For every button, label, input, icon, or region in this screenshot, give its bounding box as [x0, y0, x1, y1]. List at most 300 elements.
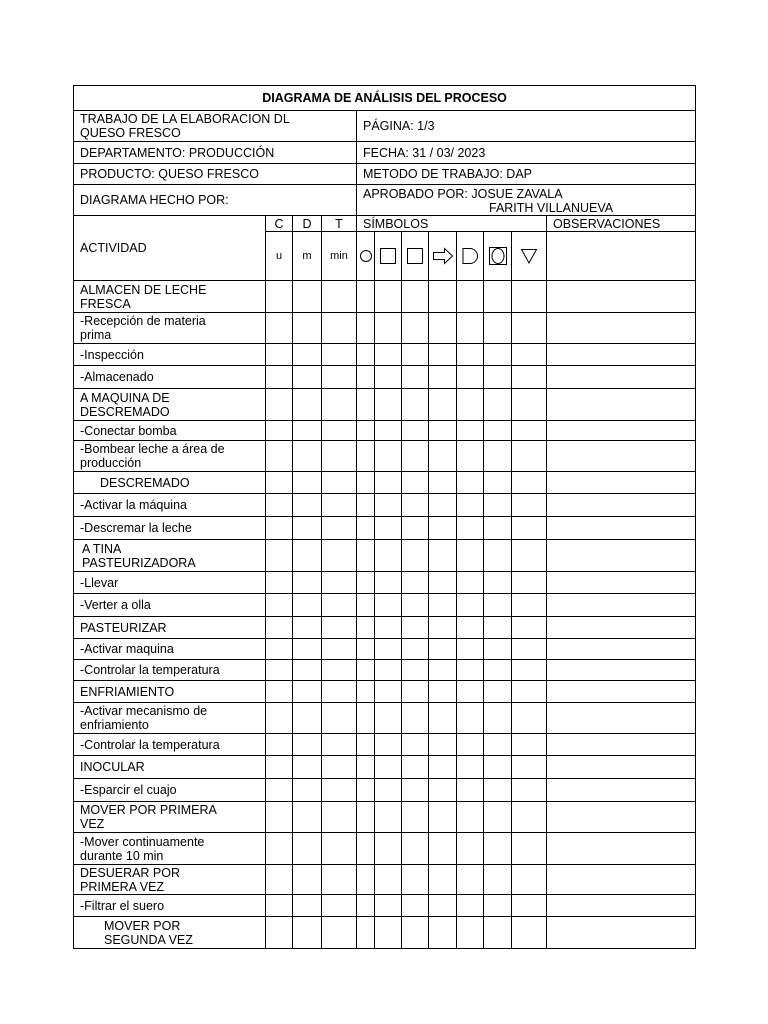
- cell-sym-1[interactable]: [357, 639, 375, 660]
- cell-sym-7[interactable]: [512, 639, 547, 660]
- cell-sym-4[interactable]: [429, 865, 457, 895]
- cell-sym-4[interactable]: [429, 833, 457, 865]
- cell-sym-7[interactable]: [512, 389, 547, 421]
- cell-sym-5[interactable]: [457, 779, 484, 802]
- cell-t[interactable]: [322, 281, 357, 313]
- cell-t[interactable]: [322, 472, 357, 494]
- cell-sym-5[interactable]: [457, 421, 484, 441]
- cell-sym-7[interactable]: [512, 779, 547, 802]
- cell-c[interactable]: [266, 494, 293, 517]
- cell-t[interactable]: [322, 389, 357, 421]
- cell-sym-2[interactable]: [375, 802, 402, 833]
- cell-sym-1[interactable]: [357, 366, 375, 389]
- cell-sym-2[interactable]: [375, 895, 402, 917]
- activity-label: DESCREMADO: [74, 472, 266, 494]
- cell-sym-6[interactable]: [484, 917, 512, 949]
- cell-sym-6[interactable]: [484, 734, 512, 756]
- cell-t[interactable]: [322, 344, 357, 366]
- cell-sym-7[interactable]: [512, 344, 547, 366]
- cell-observaciones[interactable]: [547, 681, 696, 703]
- cell-c[interactable]: [266, 421, 293, 441]
- cell-sym-3[interactable]: [402, 734, 429, 756]
- activity-label: ENFRIAMIENTO: [74, 681, 266, 703]
- cell-sym-6[interactable]: [484, 344, 512, 366]
- cell-t[interactable]: [322, 703, 357, 734]
- cell-t[interactable]: [322, 366, 357, 389]
- cell-d[interactable]: [293, 802, 322, 833]
- cell-observaciones[interactable]: [547, 472, 696, 494]
- cell-sym-5[interactable]: [457, 802, 484, 833]
- cell-sym-5[interactable]: [457, 734, 484, 756]
- cell-c[interactable]: [266, 313, 293, 344]
- cell-sym-3[interactable]: [402, 281, 429, 313]
- cell-t[interactable]: [322, 895, 357, 917]
- cell-observaciones[interactable]: [547, 639, 696, 660]
- cell-t[interactable]: [322, 517, 357, 540]
- cell-sym-3[interactable]: [402, 441, 429, 472]
- cell-sym-3[interactable]: [402, 756, 429, 779]
- activity-label: -Llevar: [74, 572, 266, 594]
- cell-sym-7[interactable]: [512, 865, 547, 895]
- cell-c[interactable]: [266, 594, 293, 617]
- cell-sym-5[interactable]: [457, 366, 484, 389]
- cell-d[interactable]: [293, 389, 322, 421]
- cell-sym-3[interactable]: [402, 703, 429, 734]
- cell-d[interactable]: [293, 441, 322, 472]
- cell-sym-5[interactable]: [457, 517, 484, 540]
- cell-observaciones[interactable]: [547, 366, 696, 389]
- cell-sym-1[interactable]: [357, 779, 375, 802]
- cell-observaciones[interactable]: [547, 865, 696, 895]
- cell-sym-3[interactable]: [402, 494, 429, 517]
- cell-sym-5[interactable]: [457, 472, 484, 494]
- cell-c[interactable]: [266, 281, 293, 313]
- cell-sym-1[interactable]: [357, 681, 375, 703]
- cell-sym-5[interactable]: [457, 660, 484, 681]
- cell-sym-2[interactable]: [375, 517, 402, 540]
- cell-sym-3[interactable]: [402, 389, 429, 421]
- cell-sym-7[interactable]: [512, 660, 547, 681]
- cell-sym-5[interactable]: [457, 494, 484, 517]
- cell-d[interactable]: [293, 540, 322, 572]
- cell-d[interactable]: [293, 517, 322, 540]
- cell-sym-7[interactable]: [512, 703, 547, 734]
- cell-observaciones[interactable]: [547, 917, 696, 949]
- cell-sym-4[interactable]: [429, 756, 457, 779]
- cell-sym-7[interactable]: [512, 895, 547, 917]
- cell-sym-7[interactable]: [512, 594, 547, 617]
- cell-d[interactable]: [293, 572, 322, 594]
- activity-label: -Bombear leche a área de producción: [74, 441, 266, 472]
- cell-c[interactable]: [266, 540, 293, 572]
- cell-sym-7[interactable]: [512, 281, 547, 313]
- cell-sym-7[interactable]: [512, 421, 547, 441]
- activity-row: [74, 517, 696, 540]
- cell-d[interactable]: [293, 494, 322, 517]
- cell-sym-5[interactable]: [457, 756, 484, 779]
- cell-sym-6[interactable]: [484, 517, 512, 540]
- cell-sym-2[interactable]: [375, 917, 402, 949]
- cell-sym-6[interactable]: [484, 421, 512, 441]
- cell-d[interactable]: [293, 281, 322, 313]
- cell-sym-3[interactable]: [402, 639, 429, 660]
- cell-sym-2[interactable]: [375, 366, 402, 389]
- cell-observaciones[interactable]: [547, 895, 696, 917]
- cell-sym-2[interactable]: [375, 756, 402, 779]
- cell-sym-1[interactable]: [357, 895, 375, 917]
- cell-sym-3[interactable]: [402, 540, 429, 572]
- cell-sym-6[interactable]: [484, 681, 512, 703]
- cell-c[interactable]: [266, 660, 293, 681]
- cell-sym-4[interactable]: [429, 917, 457, 949]
- cell-sym-6[interactable]: [484, 540, 512, 572]
- cell-d[interactable]: [293, 594, 322, 617]
- cell-sym-4[interactable]: [429, 779, 457, 802]
- cell-c[interactable]: [266, 472, 293, 494]
- cell-sym-6[interactable]: [484, 639, 512, 660]
- cell-t[interactable]: [322, 802, 357, 833]
- cell-d[interactable]: [293, 734, 322, 756]
- cell-sym-1[interactable]: [357, 802, 375, 833]
- cell-d[interactable]: [293, 313, 322, 344]
- cell-sym-7[interactable]: [512, 617, 547, 639]
- cell-sym-1[interactable]: [357, 517, 375, 540]
- cell-c[interactable]: [266, 917, 293, 949]
- cell-d[interactable]: [293, 756, 322, 779]
- cell-sym-1[interactable]: [357, 441, 375, 472]
- storage-triangle-icon: [512, 232, 547, 281]
- cell-sym-3[interactable]: [402, 572, 429, 594]
- cell-sym-6[interactable]: [484, 572, 512, 594]
- cell-c[interactable]: [266, 681, 293, 703]
- cell-t[interactable]: [322, 734, 357, 756]
- cell-sym-7[interactable]: [512, 802, 547, 833]
- cell-sym-1[interactable]: [357, 540, 375, 572]
- cell-observaciones[interactable]: [547, 703, 696, 734]
- cell-sym-3[interactable]: [402, 802, 429, 833]
- cell-c[interactable]: [266, 802, 293, 833]
- cell-sym-5[interactable]: [457, 833, 484, 865]
- cell-d[interactable]: [293, 617, 322, 639]
- cell-observaciones[interactable]: [547, 572, 696, 594]
- cell-d[interactable]: [293, 865, 322, 895]
- cell-sym-2[interactable]: [375, 660, 402, 681]
- cell-sym-3[interactable]: [402, 313, 429, 344]
- cell-sym-1[interactable]: [357, 703, 375, 734]
- cell-sym-1[interactable]: [357, 344, 375, 366]
- cell-t[interactable]: [322, 779, 357, 802]
- cell-observaciones[interactable]: [547, 594, 696, 617]
- cell-sym-3[interactable]: [402, 366, 429, 389]
- cell-sym-6[interactable]: [484, 313, 512, 344]
- cell-t[interactable]: [322, 540, 357, 572]
- cell-sym-1[interactable]: [357, 594, 375, 617]
- cell-sym-5[interactable]: [457, 313, 484, 344]
- cell-sym-5[interactable]: [457, 572, 484, 594]
- cell-c[interactable]: [266, 703, 293, 734]
- cell-sym-2[interactable]: [375, 617, 402, 639]
- cell-sym-7[interactable]: [512, 681, 547, 703]
- cell-sym-6[interactable]: [484, 281, 512, 313]
- cell-sym-5[interactable]: [457, 441, 484, 472]
- cell-sym-7[interactable]: [512, 366, 547, 389]
- cell-sym-2[interactable]: [375, 734, 402, 756]
- activity-row: [74, 779, 696, 802]
- cell-observaciones[interactable]: [547, 494, 696, 517]
- cell-sym-6[interactable]: [484, 389, 512, 421]
- cell-c[interactable]: [266, 756, 293, 779]
- cell-sym-6[interactable]: [484, 366, 512, 389]
- cell-c[interactable]: [266, 865, 293, 895]
- cell-sym-3[interactable]: [402, 779, 429, 802]
- cell-sym-7[interactable]: [512, 734, 547, 756]
- cell-sym-5[interactable]: [457, 639, 484, 660]
- cell-sym-7[interactable]: [512, 441, 547, 472]
- cell-sym-1[interactable]: [357, 572, 375, 594]
- cell-d[interactable]: [293, 639, 322, 660]
- cell-sym-2[interactable]: [375, 540, 402, 572]
- cell-sym-2[interactable]: [375, 441, 402, 472]
- cell-sym-3[interactable]: [402, 344, 429, 366]
- cell-sym-2[interactable]: [375, 389, 402, 421]
- cell-sym-2[interactable]: [375, 865, 402, 895]
- cell-sym-7[interactable]: [512, 572, 547, 594]
- cell-sym-6[interactable]: [484, 703, 512, 734]
- cell-observaciones[interactable]: [547, 833, 696, 865]
- cell-observaciones[interactable]: [547, 802, 696, 833]
- cell-t[interactable]: [322, 681, 357, 703]
- cell-t[interactable]: [322, 660, 357, 681]
- cell-sym-6[interactable]: [484, 802, 512, 833]
- cell-t[interactable]: [322, 594, 357, 617]
- activity-row: [74, 421, 696, 441]
- cell-sym-2[interactable]: [375, 681, 402, 703]
- cell-sym-5[interactable]: [457, 681, 484, 703]
- cell-sym-3[interactable]: [402, 917, 429, 949]
- cell-sym-4[interactable]: [429, 572, 457, 594]
- cell-sym-4[interactable]: [429, 389, 457, 421]
- cell-observaciones[interactable]: [547, 313, 696, 344]
- cell-sym-4[interactable]: [429, 639, 457, 660]
- cell-sym-3[interactable]: [402, 895, 429, 917]
- cell-sym-4[interactable]: [429, 895, 457, 917]
- cell-sym-7[interactable]: [512, 540, 547, 572]
- cell-sym-2[interactable]: [375, 472, 402, 494]
- cell-sym-1[interactable]: [357, 421, 375, 441]
- cell-c[interactable]: [266, 617, 293, 639]
- cell-sym-7[interactable]: [512, 494, 547, 517]
- cell-d[interactable]: [293, 895, 322, 917]
- cell-sym-2[interactable]: [375, 639, 402, 660]
- cell-sym-4[interactable]: [429, 281, 457, 313]
- cell-sym-7[interactable]: [512, 756, 547, 779]
- cell-sym-3[interactable]: [402, 681, 429, 703]
- cell-sym-2[interactable]: [375, 594, 402, 617]
- cell-sym-4[interactable]: [429, 703, 457, 734]
- cell-c[interactable]: [266, 441, 293, 472]
- cell-sym-4[interactable]: [429, 441, 457, 472]
- cell-sym-4[interactable]: [429, 472, 457, 494]
- cell-d[interactable]: [293, 472, 322, 494]
- cell-c[interactable]: [266, 639, 293, 660]
- cell-sym-1[interactable]: [357, 617, 375, 639]
- cell-t[interactable]: [322, 617, 357, 639]
- cell-sym-2[interactable]: [375, 779, 402, 802]
- cell-sym-4[interactable]: [429, 421, 457, 441]
- cell-sym-7[interactable]: [512, 833, 547, 865]
- cell-t[interactable]: [322, 639, 357, 660]
- cell-t[interactable]: [322, 865, 357, 895]
- cell-sym-3[interactable]: [402, 833, 429, 865]
- cell-sym-5[interactable]: [457, 389, 484, 421]
- cell-observaciones[interactable]: [547, 421, 696, 441]
- cell-d[interactable]: [293, 833, 322, 865]
- cell-sym-1[interactable]: [357, 472, 375, 494]
- cell-sym-6[interactable]: [484, 833, 512, 865]
- cell-sym-3[interactable]: [402, 617, 429, 639]
- delay-d-icon: [457, 232, 484, 281]
- cell-t[interactable]: [322, 441, 357, 472]
- cell-observaciones[interactable]: [547, 734, 696, 756]
- cell-sym-4[interactable]: [429, 517, 457, 540]
- activity-label: MOVER POR PRIMERA VEZ: [74, 802, 266, 833]
- cell-sym-7[interactable]: [512, 472, 547, 494]
- cell-observaciones[interactable]: [547, 779, 696, 802]
- cell-sym-1[interactable]: [357, 281, 375, 313]
- cell-observaciones[interactable]: [547, 441, 696, 472]
- cell-sym-2[interactable]: [375, 833, 402, 865]
- cell-sym-7[interactable]: [512, 313, 547, 344]
- cell-c[interactable]: [266, 734, 293, 756]
- activity-row: [74, 734, 696, 756]
- cell-c[interactable]: [266, 344, 293, 366]
- cell-sym-2[interactable]: [375, 421, 402, 441]
- cell-observaciones[interactable]: [547, 344, 696, 366]
- cell-t[interactable]: [322, 917, 357, 949]
- cell-c[interactable]: [266, 389, 293, 421]
- cell-observaciones[interactable]: [547, 281, 696, 313]
- cell-sym-1[interactable]: [357, 734, 375, 756]
- cell-sym-1[interactable]: [357, 865, 375, 895]
- cell-sym-7[interactable]: [512, 917, 547, 949]
- cell-sym-4[interactable]: [429, 494, 457, 517]
- cell-observaciones[interactable]: [547, 540, 696, 572]
- cell-sym-5[interactable]: [457, 617, 484, 639]
- cell-d[interactable]: [293, 779, 322, 802]
- cell-d[interactable]: [293, 366, 322, 389]
- cell-sym-1[interactable]: [357, 756, 375, 779]
- cell-sym-5[interactable]: [457, 540, 484, 572]
- cell-sym-6[interactable]: [484, 472, 512, 494]
- cell-sym-4[interactable]: [429, 366, 457, 389]
- cell-d[interactable]: [293, 703, 322, 734]
- cell-sym-4[interactable]: [429, 681, 457, 703]
- cell-sym-3[interactable]: [402, 594, 429, 617]
- cell-sym-4[interactable]: [429, 594, 457, 617]
- cell-sym-4[interactable]: [429, 660, 457, 681]
- cell-d[interactable]: [293, 660, 322, 681]
- cell-sym-6[interactable]: [484, 594, 512, 617]
- cell-t[interactable]: [322, 756, 357, 779]
- cell-sym-2[interactable]: [375, 344, 402, 366]
- cell-sym-2[interactable]: [375, 281, 402, 313]
- activity-label: -Esparcir el cuajo: [74, 779, 266, 802]
- cell-sym-1[interactable]: [357, 494, 375, 517]
- cell-sym-6[interactable]: [484, 617, 512, 639]
- cell-d[interactable]: [293, 681, 322, 703]
- cell-c[interactable]: [266, 779, 293, 802]
- cell-c[interactable]: [266, 517, 293, 540]
- cell-sym-5[interactable]: [457, 895, 484, 917]
- cell-observaciones[interactable]: [547, 617, 696, 639]
- cell-observaciones[interactable]: [547, 660, 696, 681]
- cell-sym-4[interactable]: [429, 617, 457, 639]
- cell-sym-2[interactable]: [375, 494, 402, 517]
- cell-sym-7[interactable]: [512, 517, 547, 540]
- cell-sym-2[interactable]: [375, 313, 402, 344]
- cell-sym-5[interactable]: [457, 917, 484, 949]
- cell-t[interactable]: [322, 833, 357, 865]
- cell-sym-1[interactable]: [357, 833, 375, 865]
- cell-sym-6[interactable]: [484, 660, 512, 681]
- cell-sym-3[interactable]: [402, 421, 429, 441]
- cell-sym-2[interactable]: [375, 572, 402, 594]
- cell-sym-1[interactable]: [357, 917, 375, 949]
- cell-sym-6[interactable]: [484, 779, 512, 802]
- cell-t[interactable]: [322, 494, 357, 517]
- cell-d[interactable]: [293, 344, 322, 366]
- cell-sym-3[interactable]: [402, 865, 429, 895]
- cell-t[interactable]: [322, 421, 357, 441]
- cell-sym-5[interactable]: [457, 281, 484, 313]
- cell-sym-1[interactable]: [357, 389, 375, 421]
- cell-c[interactable]: [266, 833, 293, 865]
- cell-t[interactable]: [322, 313, 357, 344]
- cell-sym-1[interactable]: [357, 660, 375, 681]
- cell-sym-3[interactable]: [402, 660, 429, 681]
- cell-c[interactable]: [266, 572, 293, 594]
- cell-sym-2[interactable]: [375, 703, 402, 734]
- cell-d[interactable]: [293, 421, 322, 441]
- cell-sym-5[interactable]: [457, 703, 484, 734]
- cell-observaciones[interactable]: [547, 389, 696, 421]
- cell-d[interactable]: [293, 917, 322, 949]
- cell-sym-3[interactable]: [402, 517, 429, 540]
- cell-sym-4[interactable]: [429, 540, 457, 572]
- cell-sym-4[interactable]: [429, 313, 457, 344]
- cell-sym-1[interactable]: [357, 313, 375, 344]
- cell-sym-5[interactable]: [457, 865, 484, 895]
- cell-sym-4[interactable]: [429, 734, 457, 756]
- cell-sym-4[interactable]: [429, 344, 457, 366]
- cell-observaciones[interactable]: [547, 756, 696, 779]
- cell-sym-5[interactable]: [457, 594, 484, 617]
- cell-c[interactable]: [266, 895, 293, 917]
- cell-sym-5[interactable]: [457, 344, 484, 366]
- cell-c[interactable]: [266, 366, 293, 389]
- cell-sym-6[interactable]: [484, 756, 512, 779]
- cell-t[interactable]: [322, 572, 357, 594]
- activity-row: [74, 681, 696, 703]
- cell-sym-6[interactable]: [484, 494, 512, 517]
- cell-observaciones[interactable]: [547, 517, 696, 540]
- activity-label: -Controlar la temperatura: [74, 734, 266, 756]
- cell-sym-6[interactable]: [484, 865, 512, 895]
- cell-sym-3[interactable]: [402, 472, 429, 494]
- cell-sym-6[interactable]: [484, 441, 512, 472]
- cell-sym-6[interactable]: [484, 895, 512, 917]
- cell-sym-4[interactable]: [429, 802, 457, 833]
